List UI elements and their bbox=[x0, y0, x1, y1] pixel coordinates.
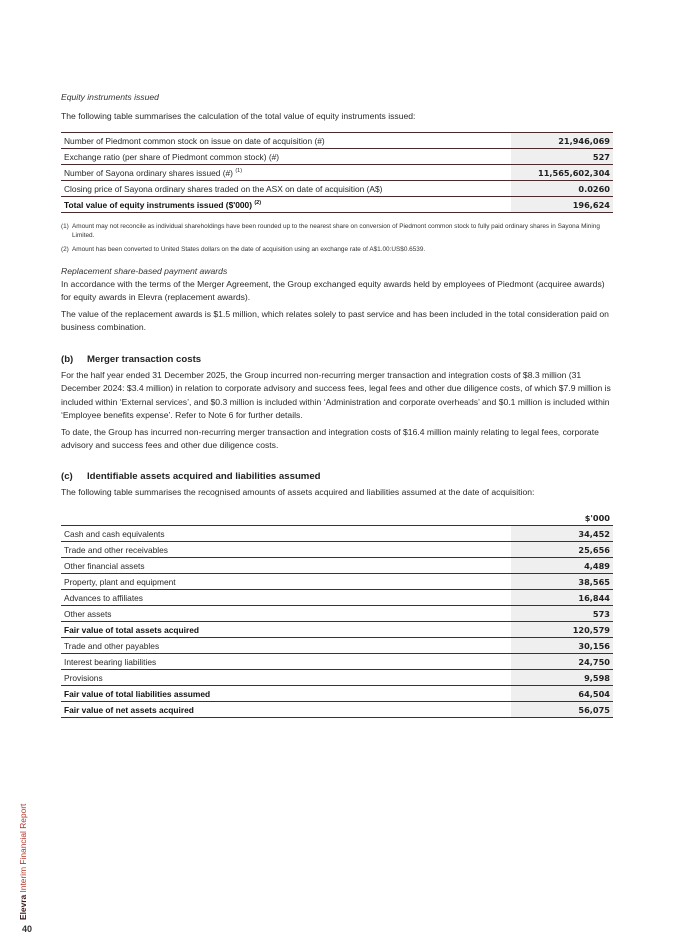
row-value: 38,565 bbox=[511, 574, 613, 590]
row-value: 9,598 bbox=[511, 670, 613, 686]
row-label: Other financial assets bbox=[61, 558, 511, 574]
replacement-awards-subheading: Replacement share-based payment awards bbox=[61, 266, 228, 276]
row-label: Other assets bbox=[61, 606, 511, 622]
brand-logo: Elevra bbox=[18, 894, 28, 920]
table-row bbox=[61, 542, 613, 558]
row-value: 30,156 bbox=[511, 638, 613, 654]
table-row bbox=[61, 638, 613, 654]
row-label: Number of Sayona ordinary shares issued (#) $^{(1)}$ bbox=[61, 165, 511, 181]
replacement-awards-paragraph-2: The value of the replacement awards is $1.5 million, which relates solely to past service and has been included in the total consideration paid on business combination. bbox=[61, 309, 609, 333]
row-label: Advances to affiliates bbox=[61, 590, 511, 606]
table-row bbox=[61, 181, 613, 197]
table-row-subtotal bbox=[61, 622, 613, 638]
row-value: 527 bbox=[511, 149, 613, 165]
table-row bbox=[61, 133, 613, 149]
table-row bbox=[61, 574, 613, 590]
row-label: Fair value of total assets acquired bbox=[61, 622, 511, 638]
table-row bbox=[61, 558, 613, 574]
report-sidebar bbox=[14, 770, 34, 920]
footnote-ref: (1) bbox=[235, 167, 243, 174]
row-label: Number of Piedmont common stock on issue on date of acquisition (#) bbox=[61, 133, 511, 149]
table-row bbox=[61, 590, 613, 606]
row-label: Fair value of total liabilities assumed bbox=[61, 686, 511, 702]
row-label: Fair value of net assets acquired bbox=[61, 702, 511, 718]
row-label: Closing price of Sayona ordinary shares traded on the ASX on date of acquisition (A$) bbox=[61, 181, 511, 197]
column-header: $'000 bbox=[511, 510, 613, 526]
section-b-paragraph-1: For the half year ended 31 December 2025, the Group incurred non-recurring merger transaction and integration costs of $8.3 million (31 December 2024: $3.4 million) in relation to corporate advisory and success fees, legal fees and other due diligence costs, of which $7.9 million is included within ‘External services’, and $0.3 million is included within ‘Administration and corporate overheads’ and $0.1 million is included within ‘Employee benefits expense’. Refer to Note 6 for further details. bbox=[61, 370, 611, 421]
report-title-vertical bbox=[18, 804, 28, 920]
table-row bbox=[61, 149, 613, 165]
footnote-1: (1) Amount may not reconcile as individual shareholdings have been rounded up to the nearest share on conversion of Piedmont common stock to fully paid ordinary shares in Sayona Mining Limited. bbox=[61, 223, 600, 239]
table-row bbox=[61, 165, 613, 181]
row-value: 24,750 bbox=[511, 654, 613, 670]
section-c-heading: (c) Identifiable assets acquired and liabilities assumed bbox=[61, 471, 321, 482]
row-label: Interest bearing liabilities bbox=[61, 654, 511, 670]
row-label: Property, plant and equipment bbox=[61, 574, 511, 590]
row-value: 573 bbox=[511, 606, 613, 622]
table-row-total bbox=[61, 702, 613, 718]
report-title: Interim Financial Report bbox=[18, 803, 28, 893]
row-label: Trade and other receivables bbox=[61, 542, 511, 558]
equity-table-intro: The following table summarises the calculation of the total value of equity instruments issued: bbox=[61, 111, 416, 121]
row-value: 196,624 bbox=[511, 197, 613, 213]
footnote-ref: (2) bbox=[254, 199, 262, 206]
row-value: 21,946,069 bbox=[511, 133, 613, 149]
table-row-total bbox=[61, 197, 613, 213]
row-value: 25,656 bbox=[511, 542, 613, 558]
row-label: Trade and other payables bbox=[61, 638, 511, 654]
page-number: 40 bbox=[22, 924, 33, 934]
section-b-heading: (b) Merger transaction costs bbox=[61, 354, 202, 365]
assets-liabilities-table bbox=[61, 510, 613, 718]
row-label: Exchange ratio (per share of Piedmont common stock) (#) bbox=[61, 149, 511, 165]
row-value: 56,075 bbox=[511, 702, 613, 718]
row-label: Cash and cash equivalents bbox=[61, 526, 511, 542]
row-value: 11,565,602,304 bbox=[511, 165, 613, 181]
table-row bbox=[61, 526, 613, 542]
row-value: 4,489 bbox=[511, 558, 613, 574]
row-label: Total value of equity instruments issued ($'000) $^{(2)}$ bbox=[61, 197, 511, 213]
table-row bbox=[61, 606, 613, 622]
footnotes bbox=[61, 222, 613, 259]
row-value: 0.0260 bbox=[511, 181, 613, 197]
row-value: 34,452 bbox=[511, 526, 613, 542]
row-value: 16,844 bbox=[511, 590, 613, 606]
equity-instruments-table bbox=[61, 132, 613, 213]
section-c-intro: The following table summarises the recognised amounts of assets acquired and liabilities assumed at the date of acquisition: bbox=[61, 487, 535, 497]
replacement-awards-paragraph-1: In accordance with the terms of the Merger Agreement, the Group exchanged equity awards held by employees of Piedmont (acquiree awards) for equity awards in Elevra (replacement awards). bbox=[61, 279, 605, 303]
row-value: 64,504 bbox=[511, 686, 613, 702]
equity-instruments-subheading: Equity instruments issued bbox=[61, 92, 159, 102]
table-header-row bbox=[61, 510, 613, 526]
section-b-paragraph-2: To date, the Group has incurred non-recurring merger transaction and integration costs of $16.4 million mainly relating to legal fees, corporate advisory and success fees and other due diligence costs. bbox=[61, 427, 599, 451]
table-row bbox=[61, 654, 613, 670]
table-row bbox=[61, 670, 613, 686]
row-label: Provisions bbox=[61, 670, 511, 686]
table-row-subtotal bbox=[61, 686, 613, 702]
row-value: 120,579 bbox=[511, 622, 613, 638]
footnote-2: (2) Amount has been converted to United States dollars on the date of acquisition using an exchange rate of A$1.00:US$0.6539. bbox=[61, 246, 426, 253]
